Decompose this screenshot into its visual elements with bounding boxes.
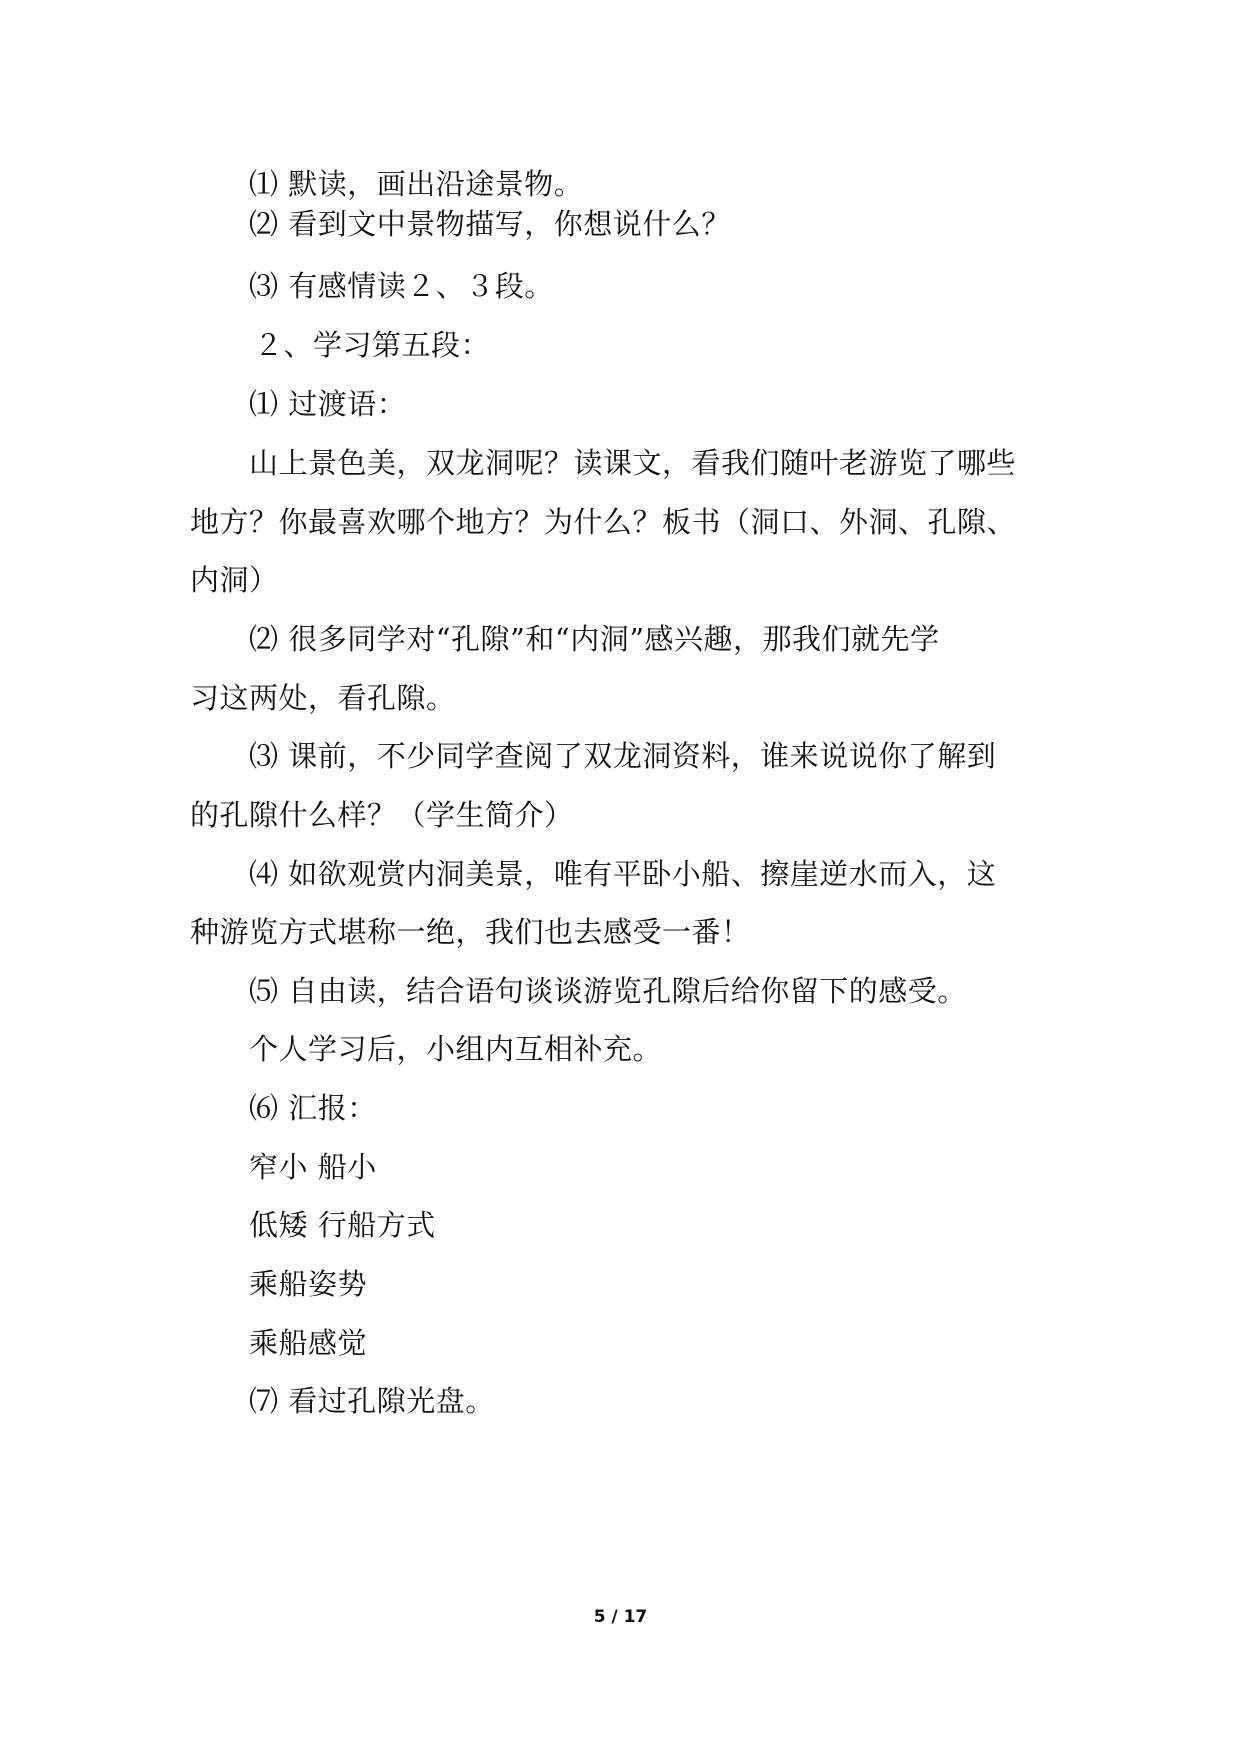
paragraph-text: 个人学习后，小组内互相补充。 bbox=[249, 1032, 663, 1066]
sub-step-1-transition: ⑴ 过渡语： bbox=[249, 387, 407, 421]
sub-step-6-report: ⑹ 汇报： bbox=[249, 1091, 377, 1125]
list-item: 低矮 行船方式 bbox=[249, 1208, 436, 1242]
list-item: 窄小 船小 bbox=[249, 1150, 377, 1184]
list-item: 乘船姿势 bbox=[249, 1267, 368, 1301]
list-item: 乘船感觉 bbox=[249, 1326, 368, 1360]
step-1-silent-reading: ⑴ 默读，画出沿途景物。 bbox=[249, 167, 584, 201]
paragraph-text: 地方？你最喜欢哪个地方？为什么？板书（洞口、外洞、孔隙、 bbox=[190, 505, 1017, 539]
paragraph-text: 种游览方式堪称一绝，我们也去感受一番！ bbox=[190, 915, 751, 949]
sub-step-3-research: ⑶ 课前，不少同学查阅了双龙洞资料，谁来说说你了解到 bbox=[249, 739, 997, 773]
paragraph-text: 的孔隙什么样？（学生简介） bbox=[190, 798, 574, 832]
step-3-emotional-reading: ⑶ 有感情读２、３段。 bbox=[249, 269, 554, 303]
sub-step-2-interest: ⑵ 很多同学对“孔隙”和“内洞”感兴趣，那我们就先学 bbox=[249, 622, 940, 656]
paragraph-text: 内洞） bbox=[190, 563, 279, 597]
page-number: 5 / 17 bbox=[593, 1607, 648, 1627]
step-2-scenery-thoughts: ⑵ 看到文中景物描写，你想说什么？ bbox=[249, 207, 731, 241]
sub-step-7-watch-disc: ⑺ 看过孔隙光盘。 bbox=[249, 1384, 495, 1418]
sub-step-5-free-reading: ⑸ 自由读，结合语句谈谈游览孔隙后给你留下的感受。 bbox=[249, 974, 967, 1008]
paragraph-text: 习这两处，看孔隙。 bbox=[190, 681, 456, 715]
paragraph-text: 山上景色美，双龙洞呢？读课文，看我们随叶老游览了哪些 bbox=[249, 446, 1017, 480]
sub-step-4-boat-tour: ⑷ 如欲观赏内洞美景，唯有平卧小船、擦崖逆水而入，这 bbox=[249, 857, 997, 891]
section-heading-paragraph-five: ２、学习第五段： bbox=[254, 328, 491, 362]
